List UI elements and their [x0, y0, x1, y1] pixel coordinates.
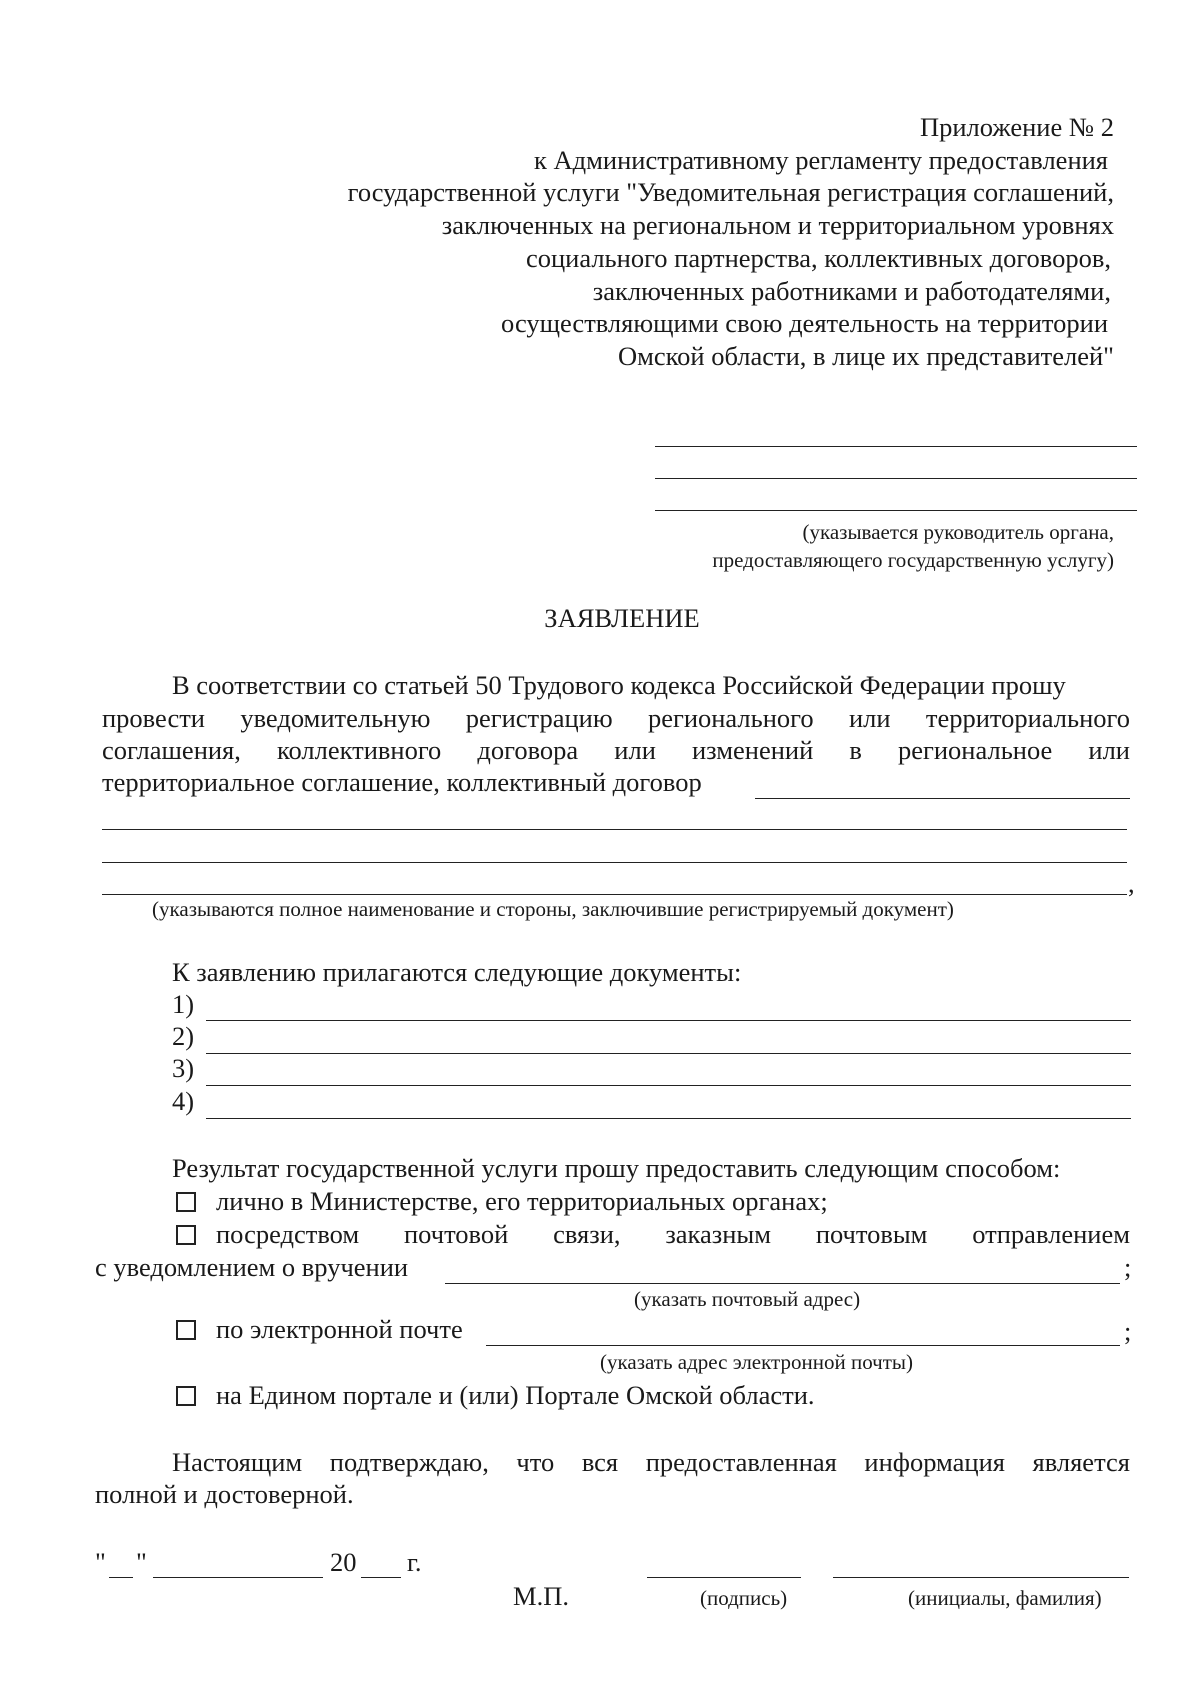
year-suffix: г.: [407, 1547, 422, 1577]
quote-open: ": [95, 1547, 106, 1577]
option-mail-label: [216, 1219, 1130, 1250]
semicolon: ;: [1124, 1316, 1132, 1346]
attachment-field[interactable]: [206, 1053, 1131, 1054]
option-mail[interactable]: [176, 1219, 1130, 1250]
addressee-note: (указывается руководитель органа,: [802, 520, 1114, 544]
word: предоставленная: [645, 1447, 837, 1477]
word: коллективного: [276, 735, 442, 765]
attachment-number: 2): [172, 1021, 195, 1051]
addressee-note: предоставляющего государственную услугу): [712, 548, 1114, 572]
word: договора: [477, 735, 579, 765]
word: регионального: [647, 703, 814, 733]
request-line-2: [102, 703, 1130, 734]
name-field[interactable]: [833, 1577, 1129, 1578]
attachment-field[interactable]: [206, 1118, 1131, 1119]
attachment-number: 3): [172, 1053, 195, 1083]
addressee-line[interactable]: [655, 510, 1137, 511]
word: почтовым: [815, 1219, 928, 1249]
word: отправлением: [972, 1219, 1130, 1249]
checkbox[interactable]: [176, 1192, 196, 1212]
confirmation-line-2: полной и достоверной.: [95, 1479, 354, 1509]
word: уведомительную: [240, 703, 431, 733]
year-field[interactable]: [361, 1577, 401, 1578]
word: что: [516, 1447, 555, 1477]
attachment-number: 4): [172, 1086, 195, 1116]
quote-close: ": [136, 1547, 147, 1577]
request-note: (указываются полное наименование и стороны, заключившие регистрируемый документ): [152, 897, 954, 921]
word: или: [614, 735, 656, 765]
attachment-field[interactable]: [206, 1085, 1131, 1086]
email-address-field[interactable]: [486, 1345, 1120, 1346]
postal-address-note: (указать почтовый адрес): [634, 1287, 861, 1311]
document-name-field[interactable]: [102, 894, 1127, 895]
word: подтверждаю,: [329, 1447, 489, 1477]
semicolon: ;: [1124, 1252, 1132, 1282]
document-name-field[interactable]: [755, 798, 1130, 799]
word: является: [1032, 1447, 1130, 1477]
postal-address-field[interactable]: [445, 1283, 1120, 1284]
option-label: по электронной почте: [216, 1314, 463, 1344]
document-title: ЗАЯВЛЕНИЕ: [544, 603, 700, 633]
request-line-3: [102, 735, 1130, 766]
word: информация: [864, 1447, 1005, 1477]
name-label: (инициалы, фамилия): [908, 1586, 1102, 1610]
word: или: [1088, 735, 1130, 765]
word: территориального: [925, 703, 1130, 733]
addressee-line[interactable]: [655, 446, 1137, 447]
request-line-1: В соответствии со статьей 50 Трудового кодекса Российской Федерации прошу: [172, 670, 1066, 700]
option-label: на Едином портале и (или) Портале Омской области.: [216, 1380, 815, 1410]
word: изменений: [691, 735, 814, 765]
word: соглашения,: [102, 735, 241, 765]
option-portal[interactable]: [176, 1380, 815, 1411]
option-in-person[interactable]: [176, 1186, 828, 1217]
email-address-note: (указать адрес электронной почты): [600, 1350, 913, 1374]
trailing-comma: ,: [1128, 868, 1135, 898]
result-heading: Результат государственной услуги прошу предоставить следующим способом:: [172, 1153, 1061, 1183]
checkbox[interactable]: [176, 1386, 196, 1406]
word: или: [848, 703, 891, 733]
year-prefix: 20: [330, 1547, 357, 1577]
addressee-line[interactable]: [655, 478, 1137, 479]
word: почтовой: [404, 1219, 509, 1249]
signature-field[interactable]: [647, 1577, 801, 1578]
appendix-line: осуществляющими свою деятельность на территории: [501, 308, 1108, 338]
word: Настоящим: [172, 1447, 303, 1477]
appendix-line: заключенных на региональном и территориальном уровнях: [441, 210, 1114, 240]
option-email[interactable]: [176, 1314, 463, 1345]
attachment-field[interactable]: [206, 1020, 1131, 1021]
attachment-number: 1): [172, 989, 195, 1019]
appendix-line: Приложение № 2: [919, 112, 1114, 142]
word: регистрацию: [465, 703, 613, 733]
option-label: лично в Министерстве, его территориальных органах;: [216, 1186, 828, 1216]
word: заказным: [665, 1219, 772, 1249]
document-name-field[interactable]: [102, 829, 1127, 830]
stamp-label: М.П.: [513, 1581, 569, 1611]
confirmation-line-1: [172, 1447, 1130, 1478]
word: региональное: [897, 735, 1053, 765]
word: вся: [581, 1447, 619, 1477]
appendix-line: заключенных работниками и работодателями,: [592, 276, 1111, 306]
option-mail-continuation: с уведомлением о вручении: [95, 1252, 409, 1282]
appendix-line: Омской области, в лице их представителей": [617, 341, 1114, 371]
signature-label: (подпись): [700, 1586, 788, 1610]
word: посредством: [216, 1219, 360, 1249]
appendix-line: к Административному регламенту предоставления: [534, 145, 1108, 175]
document-name-field[interactable]: [102, 862, 1127, 863]
request-line-4: территориальное соглашение, коллективный договор: [102, 767, 702, 797]
checkbox[interactable]: [176, 1320, 196, 1340]
word: провести: [102, 703, 205, 733]
appendix-line: социального партнерства, коллективных договоров,: [525, 243, 1111, 273]
appendix-line: государственной услуги "Уведомительная регистрация соглашений,: [347, 177, 1114, 207]
checkbox[interactable]: [176, 1225, 196, 1245]
attachments-heading: К заявлению прилагаются следующие документы:: [172, 957, 742, 987]
word: связи,: [553, 1219, 621, 1249]
day-field[interactable]: [109, 1577, 133, 1578]
month-field[interactable]: [153, 1577, 323, 1578]
word: в: [849, 735, 862, 765]
